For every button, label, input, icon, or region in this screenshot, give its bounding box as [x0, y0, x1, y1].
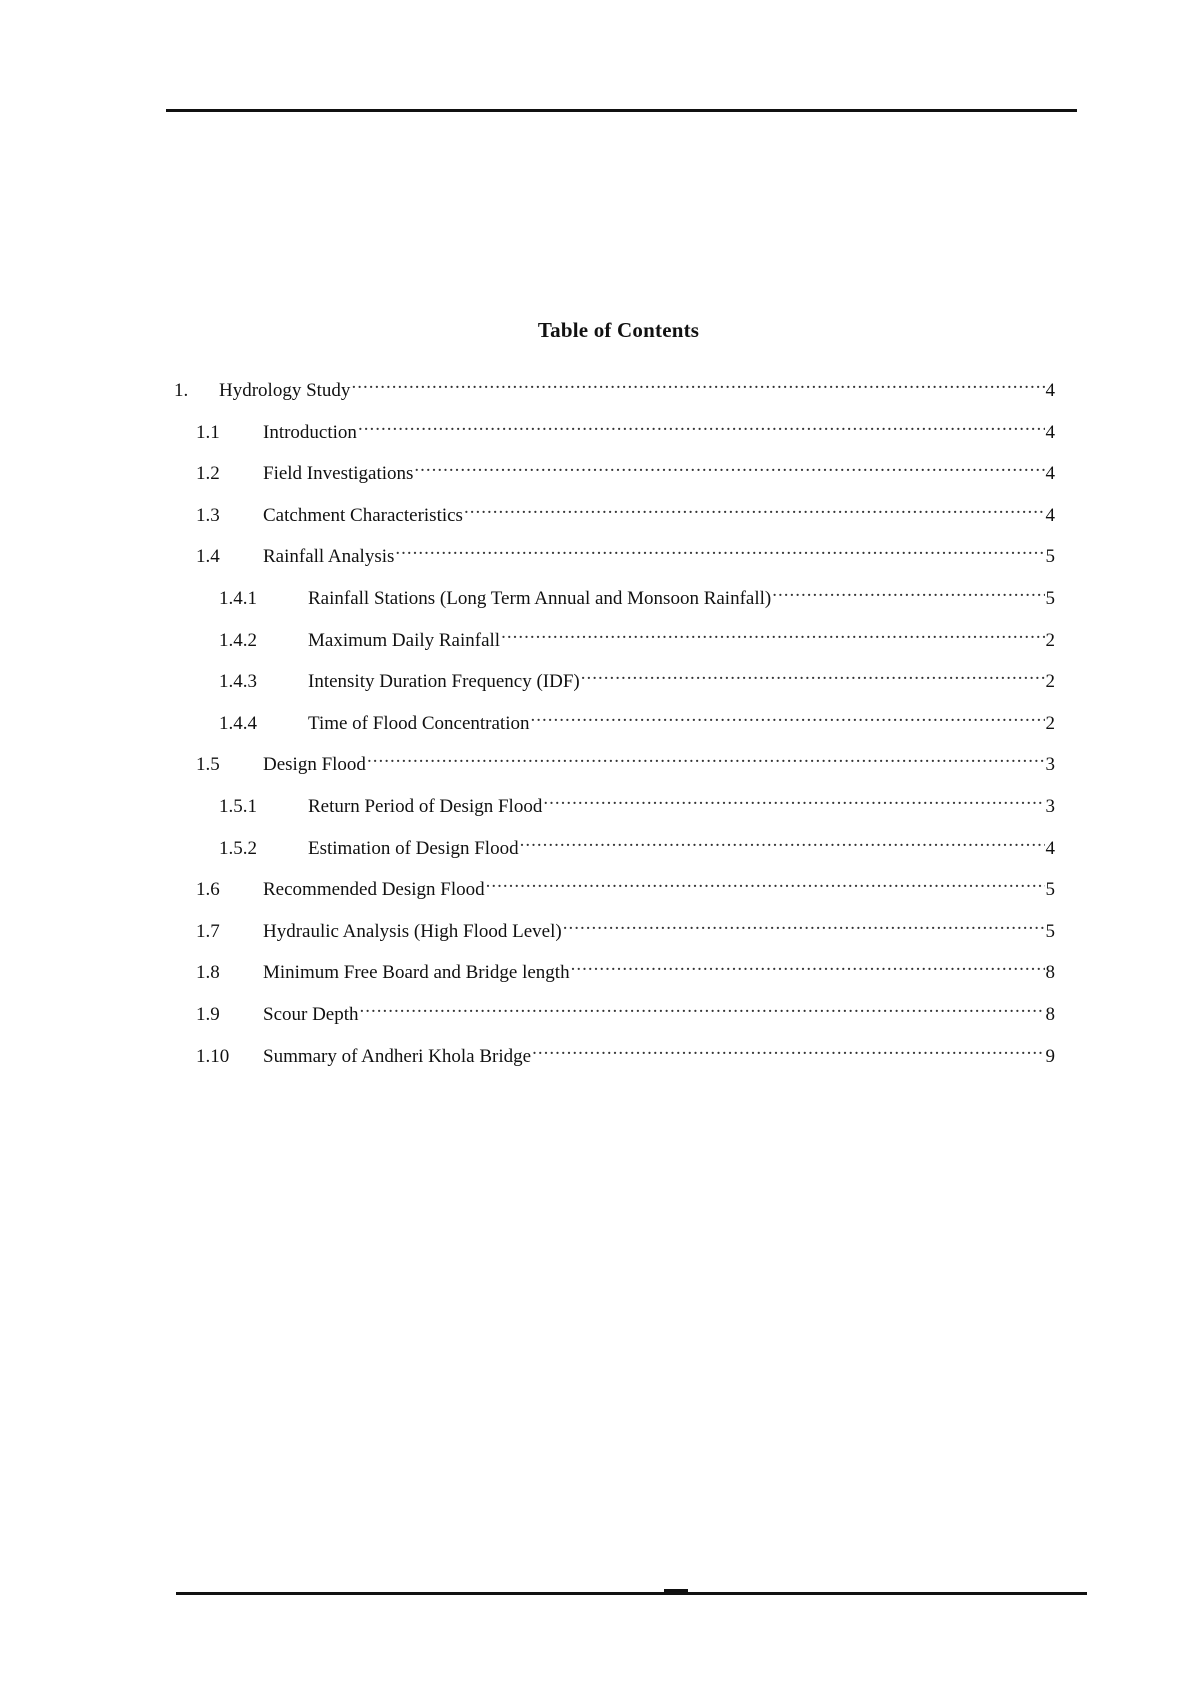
dot-leader	[532, 1036, 1044, 1062]
toc-entry[interactable]	[219, 703, 1055, 734]
dot-leader	[571, 952, 1045, 978]
toc-entry-number: 1.8	[196, 962, 220, 984]
toc-entry[interactable]	[196, 412, 1055, 443]
toc-entry-title: Introduction	[263, 421, 357, 443]
toc-entry-title: Design Flood	[263, 754, 366, 776]
toc-entry[interactable]	[219, 661, 1055, 693]
toc-entry-page: 3	[1045, 754, 1055, 776]
header-rule	[166, 109, 1077, 112]
toc-entry-number: 1.3	[196, 504, 220, 526]
toc-entry-title: Rainfall Stations (Long Term Annual and Monsoon Rainfall)	[308, 588, 772, 609]
toc-entry-page: 3	[1045, 796, 1055, 817]
toc-entry-number: 1.	[174, 380, 189, 401]
toc-entry[interactable]	[196, 495, 1055, 526]
toc-entry[interactable]	[196, 869, 1055, 901]
toc-entry[interactable]	[196, 1036, 1055, 1067]
page-number-mark	[664, 1589, 688, 1592]
dot-leader	[358, 412, 1045, 438]
toc-entry[interactable]	[219, 578, 1055, 609]
toc-entry-title: Rainfall Analysis	[263, 546, 395, 568]
toc-entry[interactable]	[196, 952, 1055, 984]
toc-entry-page: 4	[1045, 380, 1055, 401]
dot-leader	[531, 703, 1045, 729]
toc-entry[interactable]	[196, 536, 1055, 568]
dot-leader	[520, 828, 1045, 854]
toc-entry-title: Catchment Characteristics	[263, 504, 463, 526]
toc-entry[interactable]	[219, 828, 1055, 859]
toc-entry-number: 1.4	[196, 546, 220, 568]
toc-entry-title: Hydraulic Analysis (High Flood Level)	[263, 920, 562, 942]
dot-leader	[501, 620, 1044, 646]
toc-entry[interactable]	[196, 744, 1055, 776]
toc-entry-number: 1.5.2	[219, 837, 257, 859]
dot-leader	[360, 994, 1045, 1020]
toc-entry-number: 1.5	[196, 754, 220, 776]
dot-leader	[543, 786, 1044, 812]
toc-entry[interactable]	[174, 370, 1055, 401]
toc-entry-title: Summary of Andheri Khola Bridge	[263, 1045, 532, 1067]
toc-entry-number: 1.5.1	[219, 796, 257, 817]
toc-entry-title: Recommended Design Flood	[263, 879, 485, 901]
toc-entry[interactable]	[219, 786, 1055, 817]
toc-entry-title: Hydrology Study	[219, 380, 351, 401]
toc-entry-title: Return Period of Design Flood	[308, 796, 543, 817]
toc-entry-number: 1.4.1	[219, 588, 257, 609]
toc-entry-title: Scour Depth	[263, 1004, 359, 1025]
toc-entry-page: 8	[1045, 1004, 1055, 1025]
toc-entry-title: Intensity Duration Frequency (IDF)	[308, 671, 580, 693]
toc-entry-page: 5	[1045, 879, 1055, 901]
toc-entry-number: 1.9	[196, 1004, 220, 1025]
toc-entry-title: Time of Flood Concentration	[308, 712, 530, 734]
toc-entry-page: 4	[1045, 837, 1055, 859]
toc-entry-page: 2	[1045, 629, 1055, 651]
toc-entry-number: 1.7	[196, 920, 220, 942]
toc-entry-number: 1.6	[196, 879, 220, 901]
toc-entry-title: Estimation of Design Flood	[308, 837, 519, 859]
toc-entry[interactable]	[219, 620, 1055, 651]
toc-entry-page: 4	[1045, 504, 1055, 526]
toc-entry-page: 9	[1045, 1045, 1055, 1067]
toc-entry-page: 8	[1045, 962, 1055, 984]
toc-entry[interactable]	[196, 994, 1055, 1025]
dot-leader	[486, 869, 1045, 895]
dot-leader	[563, 911, 1045, 937]
dot-leader	[464, 495, 1045, 521]
dot-leader	[395, 536, 1044, 562]
toc-entry[interactable]	[196, 911, 1055, 942]
toc-entry-number: 1.4.2	[219, 629, 257, 651]
dot-leader	[581, 661, 1045, 687]
toc-entry-page: 5	[1045, 546, 1055, 568]
toc-entry-page: 4	[1045, 421, 1055, 443]
toc-entry-page: 2	[1045, 712, 1055, 734]
toc-entry-title: Maximum Daily Rainfall	[308, 629, 501, 651]
toc-entry-page: 5	[1045, 588, 1055, 609]
toc-entry-title: Field Investigations	[263, 463, 414, 485]
toc-entry-number: 1.4.3	[219, 671, 257, 693]
toc-entry[interactable]	[196, 453, 1055, 485]
toc-entry-number: 1.4.4	[219, 712, 257, 734]
toc-entry-page: 2	[1045, 671, 1055, 693]
toc-entry-number: 1.2	[196, 463, 220, 485]
dot-leader	[351, 370, 1044, 396]
toc-entry-title: Minimum Free Board and Bridge length	[263, 962, 570, 984]
toc-entry-number: 1.1	[196, 421, 220, 443]
dot-leader	[772, 578, 1044, 604]
toc-entry-page: 5	[1045, 920, 1055, 942]
dot-leader	[367, 744, 1045, 770]
footer-rule	[176, 1592, 1087, 1595]
toc-entry-number: 1.10	[196, 1045, 230, 1067]
toc-title: Table of Contents	[537, 318, 700, 342]
toc-entry-page: 4	[1045, 463, 1055, 485]
dot-leader	[414, 453, 1044, 479]
